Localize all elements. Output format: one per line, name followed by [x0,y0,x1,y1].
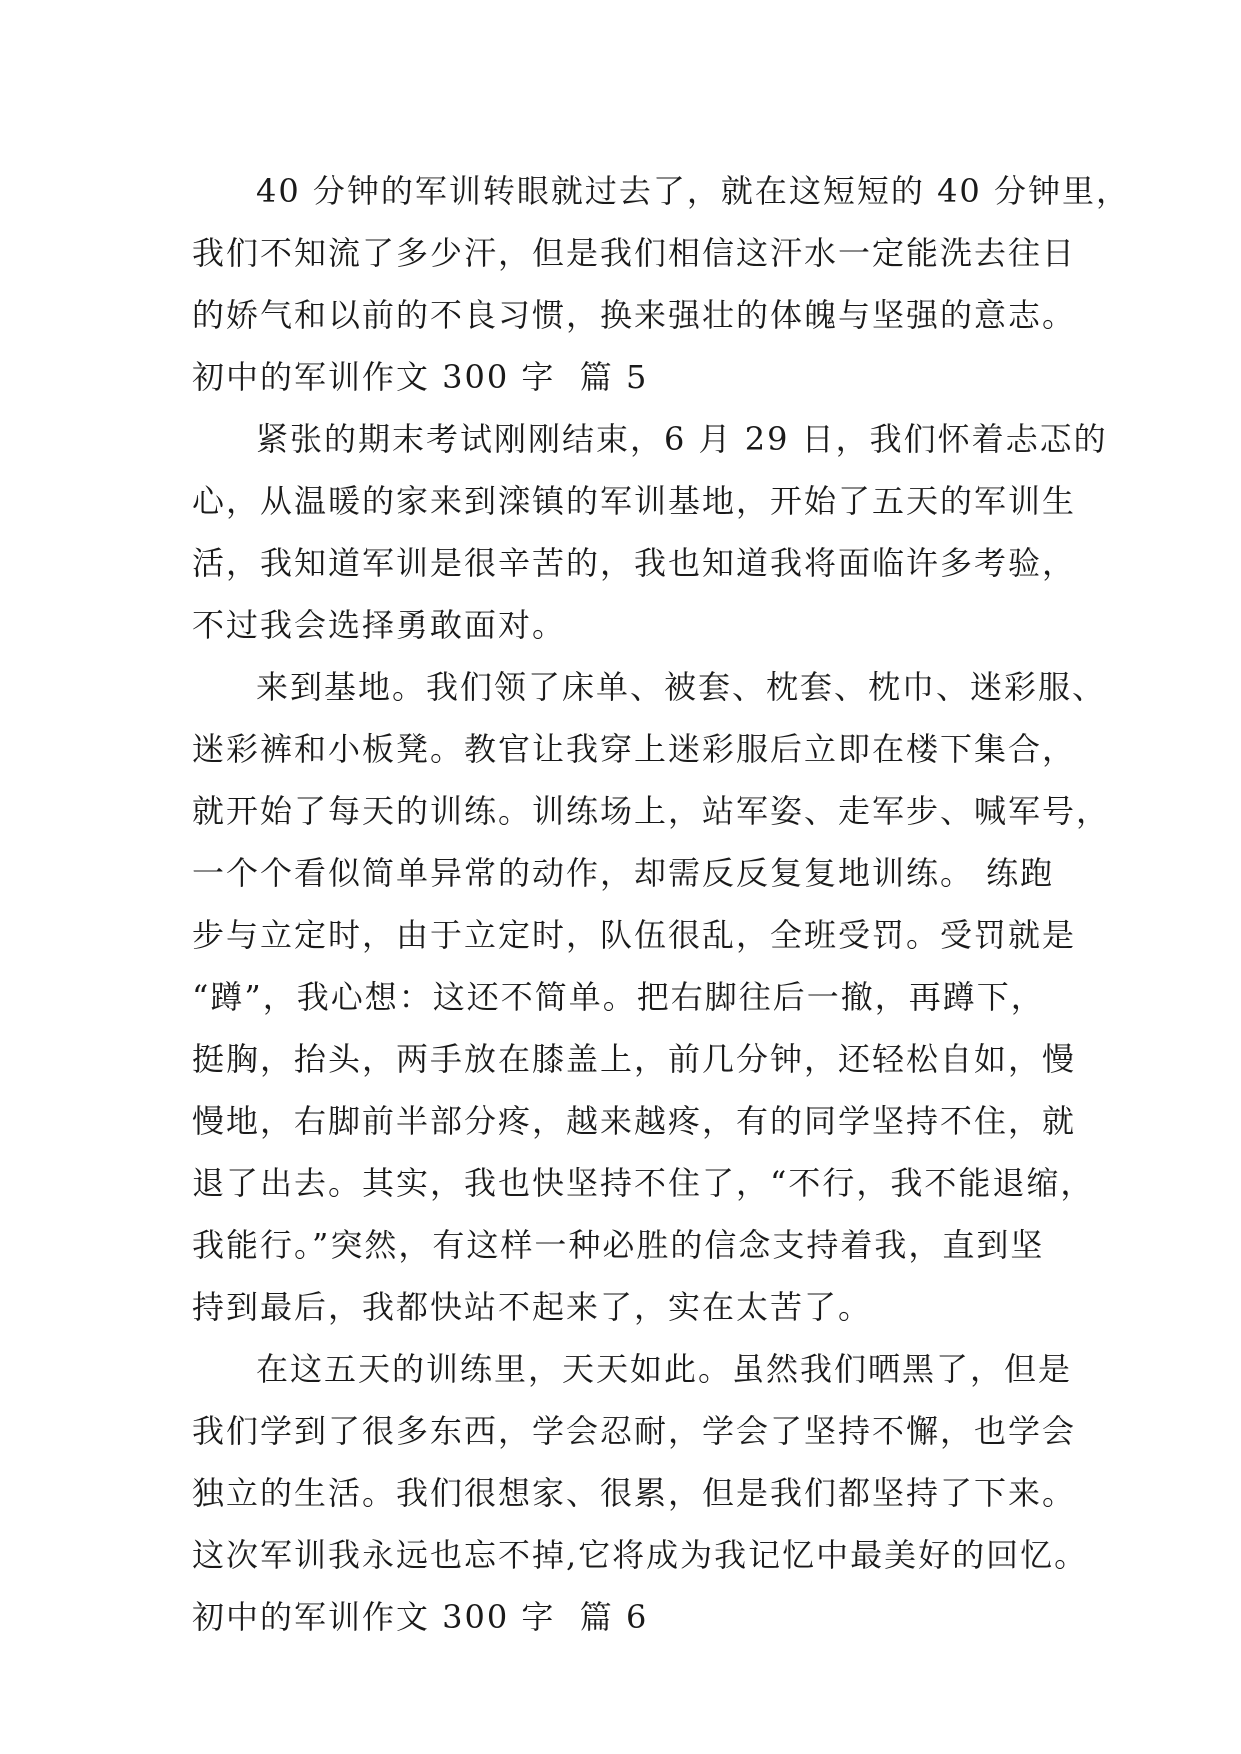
document-body [192,160,1130,1648]
paragraph-line: 迷彩裤和小板凳。教官让我穿上迷彩服后立即在楼下集合， [192,730,1077,768]
section-heading: 初中的军训作文 300 字 篇 5 [192,358,649,396]
paragraph-line: 步与立定时，由于立定时，队伍很乱，全班受罚。受罚就是 [192,916,1077,954]
paragraph-line: 我能行。”突然，有这样一种必胜的信念支持着我，直到坚 [192,1226,1045,1264]
paragraph-line: “蹲”，我心想：这还不简单。把右脚往后一撤，再蹲下， [192,978,1045,1016]
paragraph-line: 退了出去。其实，我也快坚持不住了，“不行，我不能退缩， [192,1164,1095,1202]
paragraph-line: 一个个看似简单异常的动作，却需反反复复地训练。 练跑 [192,854,1055,892]
paragraph-line: 在这五天的训练里，天天如此。虽然我们晒黑了，但是 [256,1350,1073,1388]
paragraph-line: 不过我会选择勇敢面对。 [192,606,567,644]
paragraph-line: 我们不知流了多少汗，但是我们相信这汗水一定能洗去往日 [192,234,1077,272]
paragraph-line: 我们学到了很多东西，学会忍耐，学会了坚持不懈，也学会 [192,1412,1077,1450]
section-heading: 初中的军训作文 300 字 篇 6 [192,1598,649,1636]
paragraph-line: 的娇气和以前的不良习惯，换来强壮的体魄与坚强的意志。 [192,296,1077,334]
paragraph-line: 就开始了每天的训练。训练场上，站军姿、走军步、喊军号， [192,792,1111,830]
paragraph-line: 这次军训我永远也忘不掉,它将成为我记忆中最美好的回忆。 [192,1536,1089,1574]
paragraph-line: 40 分钟的军训转眼就过去了，就在这短短的 40 分钟里， [256,172,1130,210]
paragraph-line: 紧张的期末考试刚刚结束，6 月 29 日，我们怀着忐忑的 [256,420,1108,458]
paragraph-line: 独立的生活。我们很想家、很累，但是我们都坚持了下来。 [192,1474,1077,1512]
paragraph-line: 持到最后，我都快站不起来了，实在太苦了。 [192,1288,873,1326]
paragraph-line: 挺胸，抬头，两手放在膝盖上，前几分钟，还轻松自如，慢 [192,1040,1077,1078]
paragraph-line: 来到基地。我们领了床单、被套、枕套、枕巾、迷彩服、 [256,668,1107,706]
paragraph-line: 慢地，右脚前半部分疼，越来越疼，有的同学坚持不住，就 [192,1102,1077,1140]
paragraph-line: 心，从温暖的家来到滦镇的军训基地，开始了五天的军训生 [192,482,1077,520]
paragraph-line: 活，我知道军训是很辛苦的，我也知道我将面临许多考验， [192,544,1077,582]
